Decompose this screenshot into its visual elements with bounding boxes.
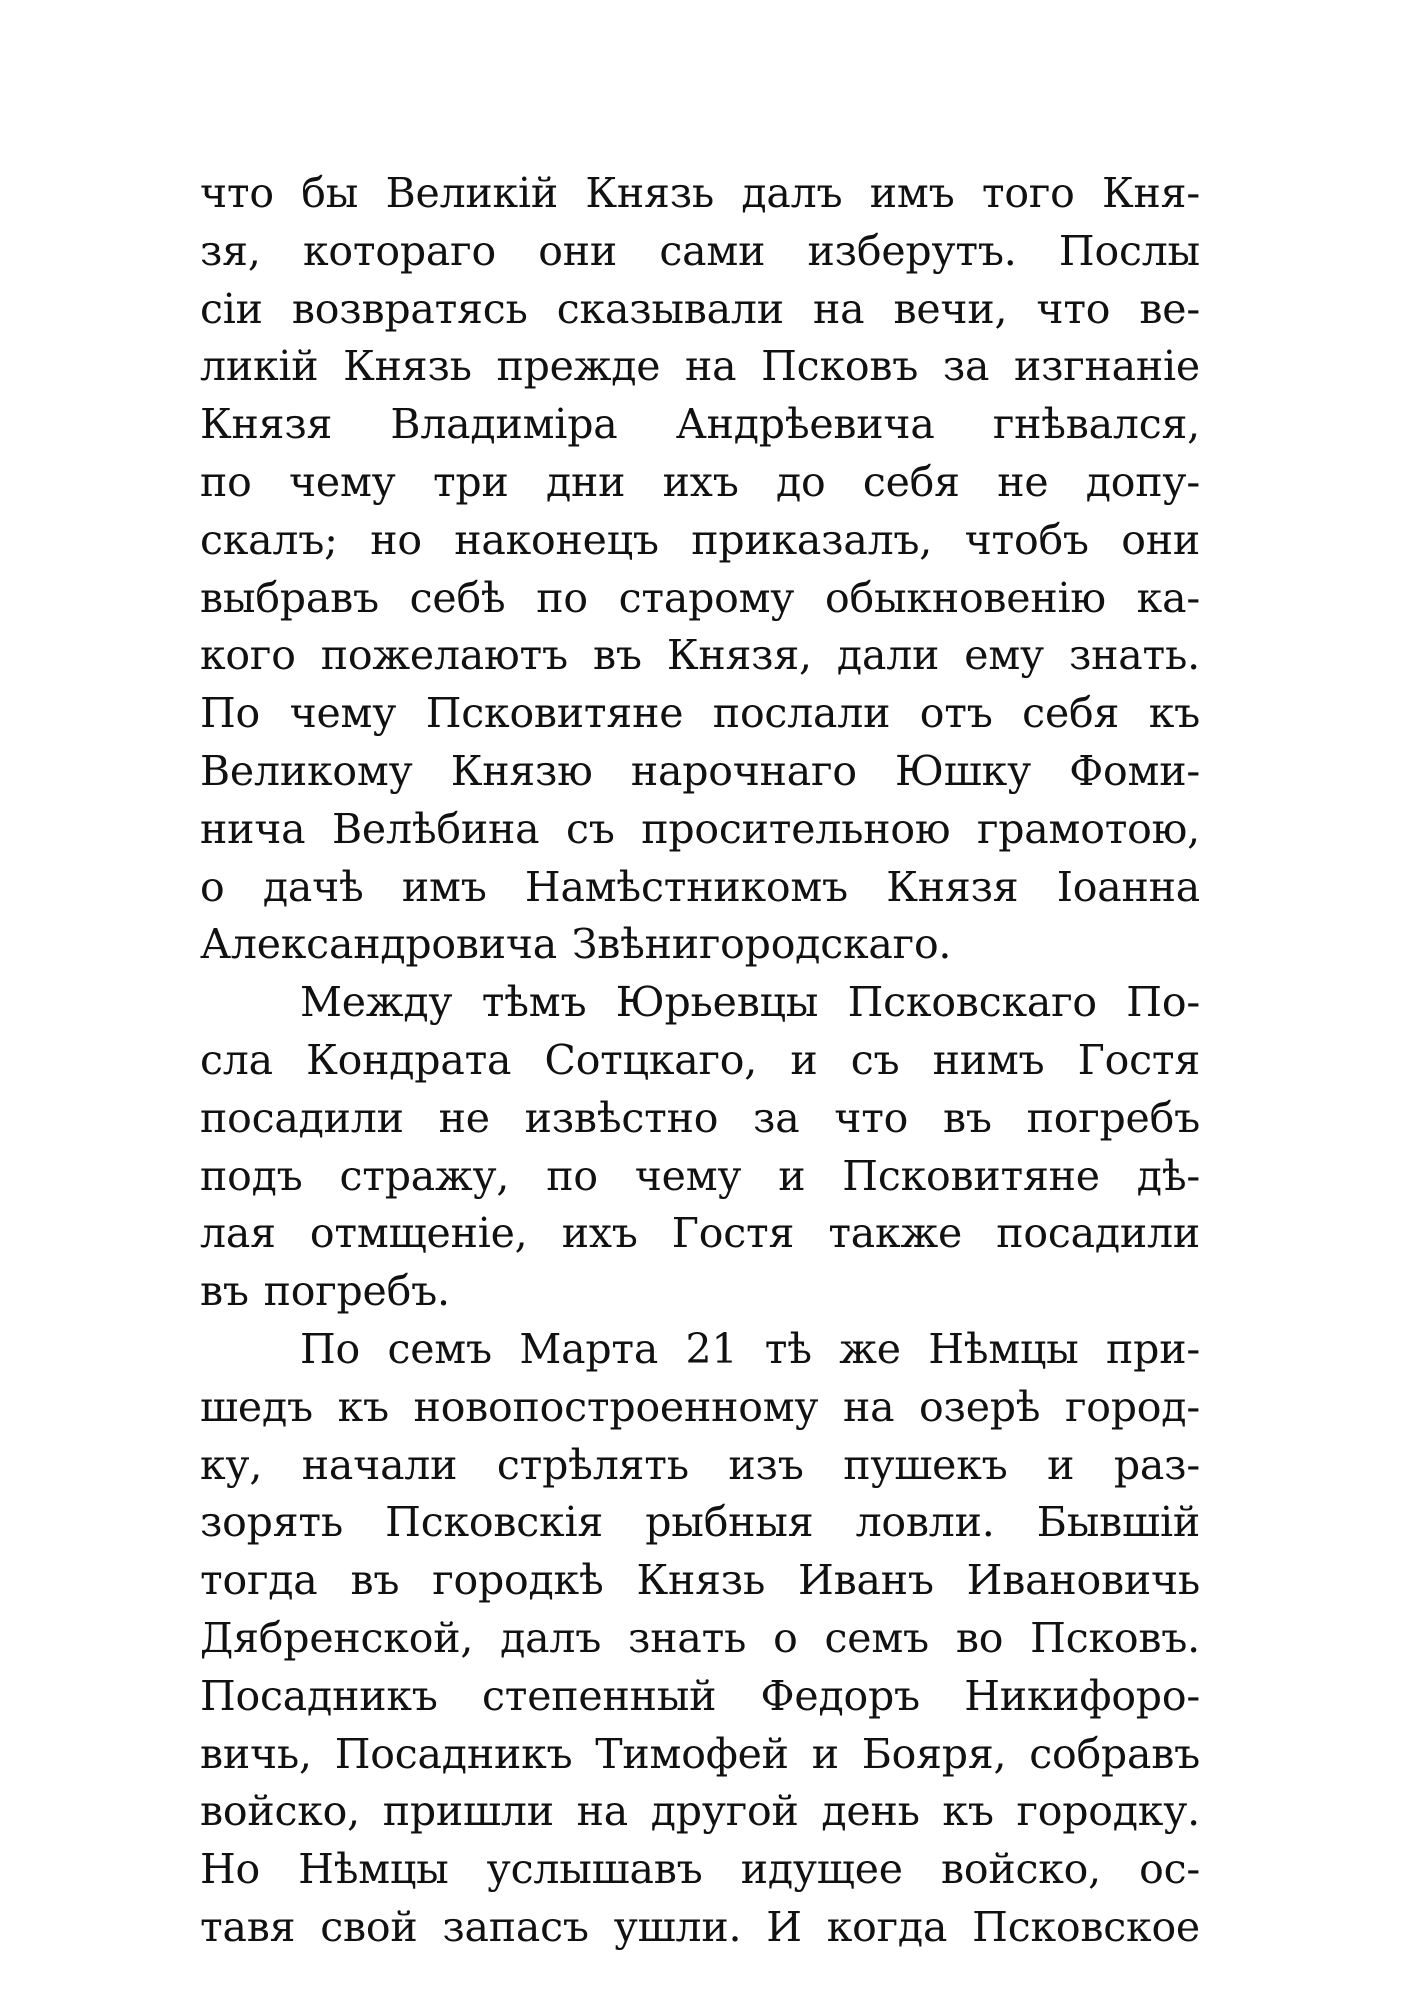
text-line: о дачѣ имъ Намѣстникомъ Князя Іоанна	[200, 862, 1200, 911]
text-line: кого пожелаютъ въ Князя, дали ему знать.	[200, 631, 1200, 680]
text-line: по чему три дни ихъ до себя не допу-	[200, 457, 1200, 506]
text-line: сла Кондрата Сотцкаго, и съ нимъ Гостя	[200, 1035, 1200, 1084]
text-line: тавя свой запасъ ушли. И когда Псковское	[200, 1902, 1200, 1951]
text-line: Князя Владиміра Андрѣевича гнѣвался,	[200, 400, 1200, 449]
text-line: ку, начали стрѣлять изъ пушекъ и раз-	[200, 1440, 1200, 1489]
text-line: зя, котораго они сами изберутъ. Послы	[200, 226, 1200, 275]
text-line: Но Нѣмцы услышавъ идущее войско, ос-	[200, 1845, 1200, 1894]
text-line: Александровича Звѣнигородскаго.	[200, 920, 952, 969]
text-line: Между тѣмъ Юрьевцы Псковскаго По-	[300, 978, 1200, 1027]
text-line: По семъ Марта 21 тѣ же Нѣмцы при-	[300, 1324, 1200, 1373]
text-line: войско, пришли на другой день къ городку.	[200, 1787, 1200, 1836]
text-line: зорять Псковскія рыбныя ловли. Бывшій	[200, 1498, 1200, 1547]
text-line: вичь, Посадникъ Тимофей и Бояря, собравъ	[200, 1729, 1200, 1778]
text-line: посадили не извѣстно за что въ погребъ	[200, 1093, 1200, 1142]
text-line: лая отмщеніе, ихъ Гостя также посадили	[200, 1209, 1200, 1258]
text-line: Великому Князю нарочнаго Юшку Фоми-	[200, 746, 1200, 795]
text-line: Дябренской, далъ знать о семъ во Псковъ.	[200, 1613, 1200, 1662]
page-text	[200, 165, 1200, 1957]
text-line: что бы Великій Князь далъ имъ того Кня-	[200, 169, 1200, 217]
text-line: нича Велѣбина съ просительною грамотою,	[200, 804, 1200, 853]
text-line: подъ стражу, по чему и Псковитяне дѣ-	[200, 1151, 1200, 1200]
text-line: Посадникъ степенный Федоръ Никифоро-	[200, 1671, 1200, 1720]
text-line: скалъ; но наконецъ приказалъ, чтобъ они	[200, 515, 1200, 564]
text-line: По чему Псковитяне послали отъ себя къ	[200, 689, 1200, 738]
text-line: въ погребъ.	[200, 1267, 450, 1316]
text-line: сіи возвратясь сказывали на вечи, что ве-	[200, 284, 1200, 333]
text-line: тогда въ городкѣ Князь Иванъ Ивановичь	[200, 1556, 1200, 1605]
text-line: выбравъ себѣ по старому обыкновенію ка-	[200, 573, 1200, 622]
text-line: шедъ къ новопостроенному на озерѣ город-	[200, 1382, 1200, 1431]
text-line: ликій Князь прежде на Псковъ за изгнаніе	[200, 342, 1200, 391]
